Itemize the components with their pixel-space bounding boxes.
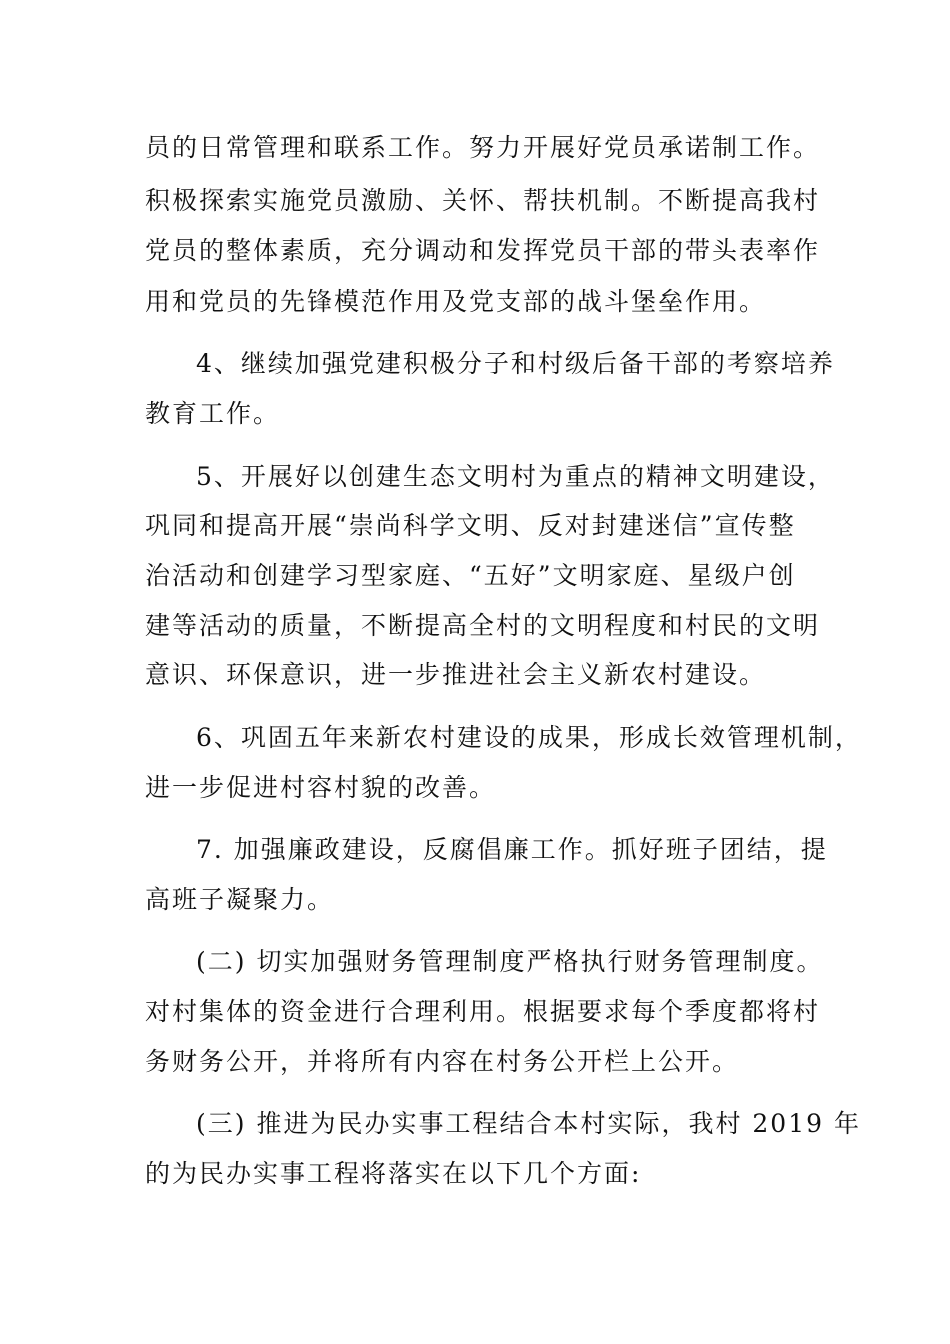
text-line: 巩同和提高开展“崇尚科学文明、反对封建迷信”宣传整: [145, 511, 796, 540]
text-line: 4、继续加强党建积极分子和村级后备干部的考察培养: [196, 349, 835, 378]
text-line: 进一步促进村容村貌的改善。: [145, 773, 497, 802]
text-line: 积极探索实施党员激励、关怀、帮扶机制。不断提高我村: [145, 186, 821, 215]
text-line: 7. 加强廉政建设，反腐倡廉工作。抓好班子团结，提: [196, 835, 828, 864]
text-line: 意识、环保意识，进一步推进社会主义新农村建设。: [145, 660, 767, 689]
text-line: 的为民办实事工程将落实在以下几个方面:: [145, 1159, 642, 1188]
text-line: 用和党员的先锋模范作用及党支部的战斗堡垒作用。: [145, 287, 767, 316]
text-line: 5、开展好以创建生态文明村为重点的精神文明建设，: [196, 462, 835, 491]
text-line: 建等活动的质量，不断提高全村的文明程度和村民的文明: [145, 611, 821, 640]
text-line: 治活动和创建学习型家庭、“五好”文明家庭、星级户创: [145, 561, 796, 590]
text-line: (二) 切实加强财务管理制度严格执行财务管理制度。: [196, 947, 824, 976]
text-line: 教育工作。: [145, 399, 281, 428]
text-line: 务财务公开，并将所有内容在村务公开栏上公开。: [145, 1047, 740, 1076]
text-line: (三) 推进为民办实事工程结合本村实际，我村 2019 年: [196, 1109, 861, 1138]
text-line: 高班子凝聚力。: [145, 885, 335, 914]
text-line: 员的日常管理和联系工作。努力开展好党员承诺制工作。: [145, 133, 821, 162]
text-line: 6、巩固五年来新农村建设的成果，形成长效管理机制，: [196, 723, 862, 752]
text-line: 党员的整体素质，充分调动和发挥党员干部的带头表率作: [145, 236, 821, 265]
text-line: 对村集体的资金进行合理利用。根据要求每个季度都将村: [145, 997, 821, 1026]
